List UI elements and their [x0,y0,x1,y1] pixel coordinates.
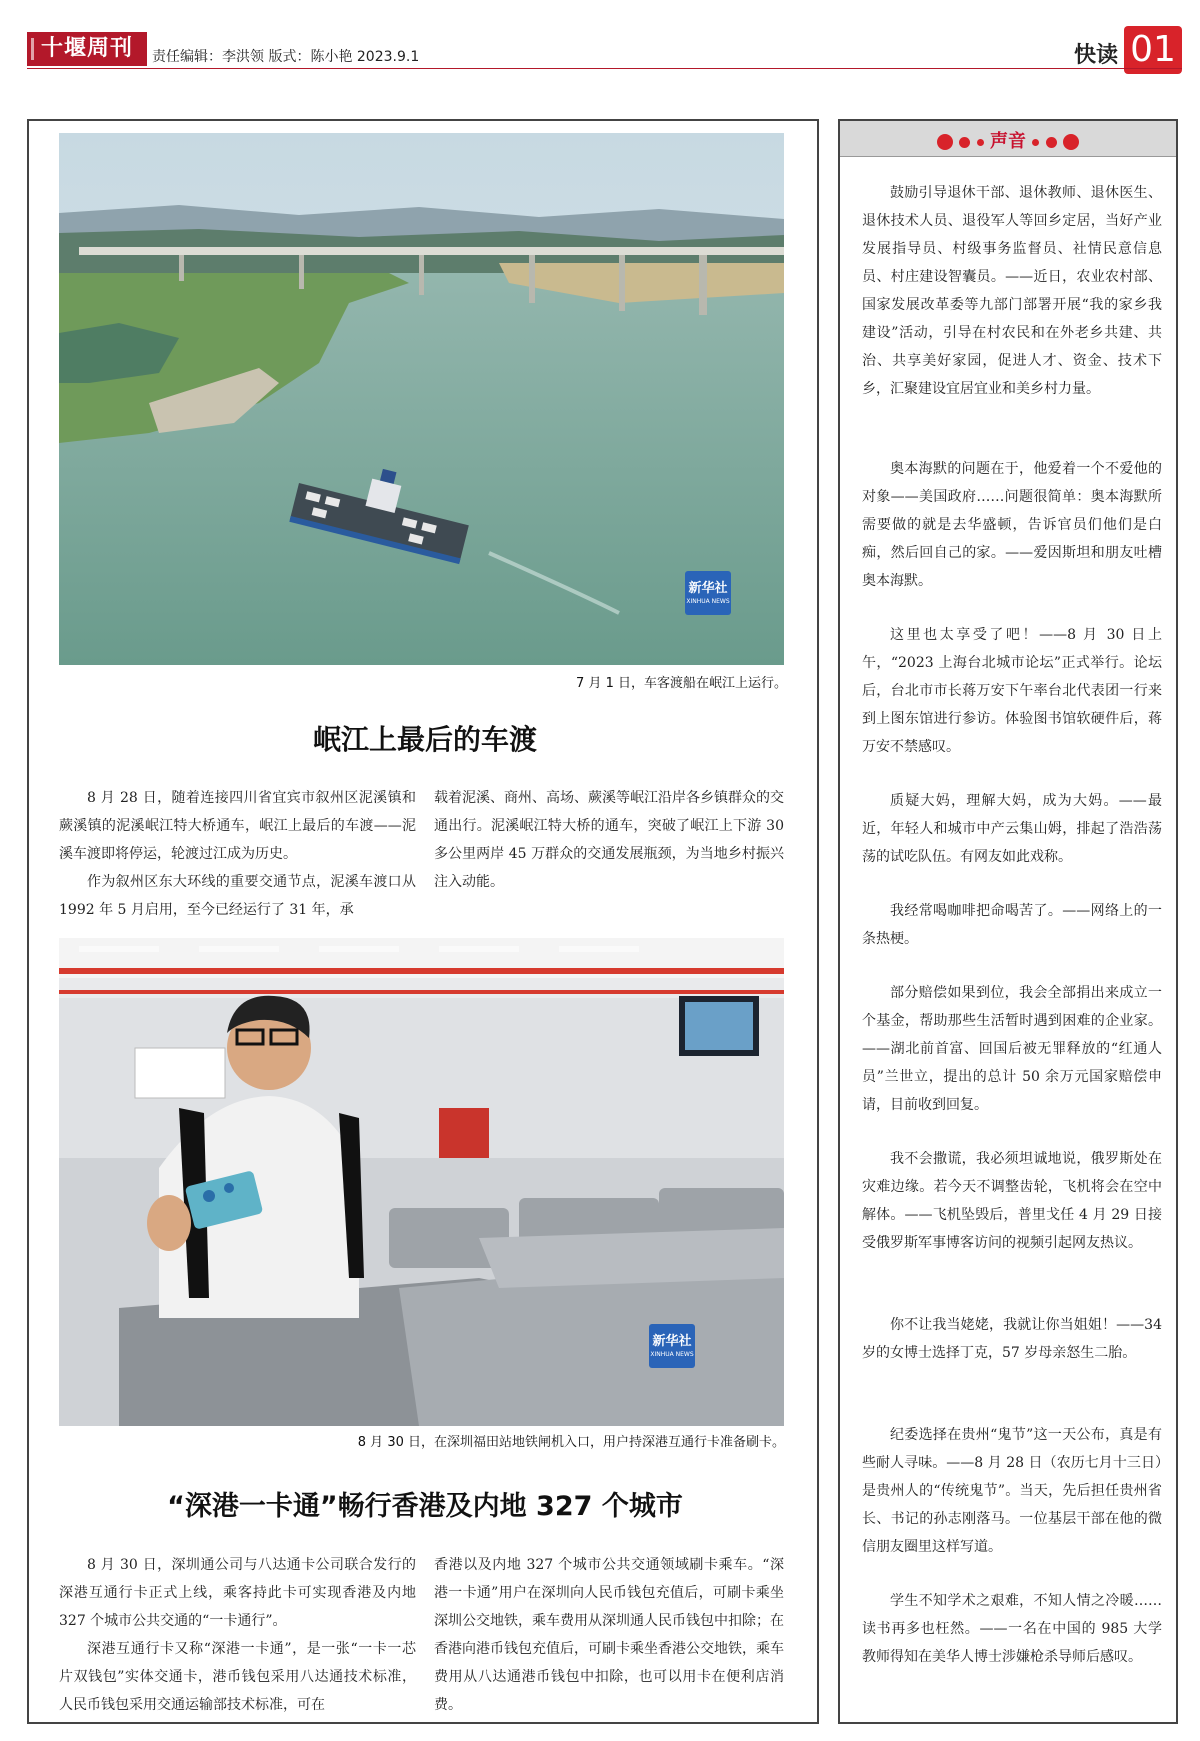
section-title: 快读 [1073,43,1118,68]
dot-icon [937,134,953,150]
watermark-sub: XINHUA NEWS [686,598,730,605]
quote-item [862,179,1162,403]
header-rule [27,68,1182,69]
article1-headline: 岷江上最后的车渡 [312,723,537,756]
quote-text: 质疑大妈，理解大妈，成为大妈。——最近，年轻人和城市中产云集山姆，排起了浩浩荡荡的试吃队伍。有网友如此戏称。 [862,793,1162,865]
quote-text: 你不让我当姥姥，我就让你当姐姐！——34 岁的女博士选择丁克，57 岁母亲怒生二胎。 [862,1317,1162,1361]
article1-paragraph: 8 月 28 日，随着连接四川省宜宾市叙州区泥溪镇和蕨溪镇的泥溪岷江特大桥通车，岷江上最后的车渡——泥溪车渡即将停运，轮渡过江成为历史。 [59,790,416,862]
main-articles-frame [27,119,819,1724]
dot-icon [1063,134,1079,150]
ferry-photo-caption: 7 月 1 日，车客渡船在岷江上运行。 [576,676,787,691]
article2-column-2 [434,1551,784,1719]
article2-paragraph: 香港以及内地 327 个城市公共交通领域刷卡乘车。“深港一卡通”用户在深圳向人民币钱包充值后，可刷卡乘坐深圳公交地铁，乘车费用从深圳通人民币钱包中扣除；在香港向港币钱包充值后，可刷卡乘坐香港公交地铁，乘车费用从八达通港币钱包中扣除，也可以用卡在便利店消费。 [434,1557,784,1713]
sidebar-title [840,127,1176,153]
quote-text: 我不会撒谎，我必须坦诚地说，俄罗斯处在灾难边缘。若今天不调整齿轮，飞机将会在空中解体。——飞机坠毁后，普里戈任 4 月 29 日接受俄罗斯军事博客访问的视频引起网友热议。 [862,1151,1162,1251]
article2-paragraph: 深港互通行卡又称“深港一卡通”，是一张“一卡一芯片双钱包”实体交通卡，港币钱包采用八达通技术标准，人民币钱包采用交通运输部技术标准，可在 [59,1641,416,1713]
xinhua-watermark-icon [649,1324,695,1368]
watermark-sub: XINHUA NEWS [650,1351,694,1358]
quote-item [862,897,1162,953]
quote-text: 鼓励引导退休干部、退休教师、退休医生、退休技术人员、退役军人等回乡定居，当好产业发展指导员、村级事务监督员、社情民意信息员、村庄建设智囊员。——近日，农业农村部、国家发展改革委等九部门部署开展“我的家乡我建设”活动，引导在村农民和在外老乡共建、共治、共享美好家园，促进人才、资金、技术下乡，汇聚建设宜居宜业和美乡村力量。 [862,185,1162,397]
dot-icon [959,137,970,148]
article1-paragraph: 作为叙州区东大环线的重要交通节点，泥溪车渡口从 1992 年 5 月启用，至今已经运行了 31 年，承 [59,874,416,918]
quote-text: 部分赔偿如果到位，我会全部捐出来成立一个基金，帮助那些生活暂时遇到困难的企业家。——湖北前首富、回国后被无罪释放的“红通人员”兰世立，提出的总计 50 余万元国家赔偿申请，目前收到回复。 [862,985,1162,1113]
quote-item [862,455,1162,595]
dot-icon [977,139,984,146]
quote-text: 奥本海默的问题在于，他爱着一个不爱他的对象——美国政府……问题很简单：奥本海默所需要做的就是去华盛顿，告诉官员们他们是白痴，然后回自己的家。——爱因斯坦和朋友吐槽奥本海默。 [862,461,1162,589]
quote-item [862,1145,1162,1257]
quote-item [862,1587,1162,1671]
article1-column-2 [434,784,784,896]
article2-headline: “深港一卡通”畅行香港及内地 327 个城市 [167,1491,683,1522]
quote-text: 我经常喝咖啡把命喝苦了。——网络上的一条热梗。 [862,903,1162,947]
quote-text: 这里也太享受了吧！——8 月 30 日上午，“2023 上海台北城市论坛”正式举行。论坛后，台北市市长蒋万安下午率台北代表团一行来到上图东馆进行参访。体验图书馆软硬件后，蒋万安不禁感叹。 [862,627,1162,755]
article1-paragraph: 载着泥溪、商州、高场、蕨溪等岷江沿岸各乡镇群众的交通出行。泥溪岷江特大桥的通车，突破了岷江上下游 30 多公里两岸 45 万群众的交通发展瓶颈，为当地乡村振兴注入动能。 [434,790,784,890]
subway-photo-caption: 8 月 30 日，在深圳福田站地铁闸机入口，用户持深港互通行卡准备刷卡。 [357,1435,785,1450]
article2-paragraph: 8 月 30 日，深圳通公司与八达通卡公司联合发行的深港互通行卡正式上线，乘客持此卡可实现香港及内地 327 个城市公共交通的“一卡通行”。 [59,1557,416,1629]
watermark-label: 新华社 [688,581,728,596]
dot-icon [1032,139,1039,146]
dot-icon [1046,137,1057,148]
sidebar-title-text: 声音 [990,131,1026,152]
xinhua-watermark-icon [685,571,731,615]
quote-item [862,787,1162,871]
quote-text: 纪委选择在贵州“鬼节”这一天公布，真是有些耐人寻味。——8 月 28 日（农历七月十三日）是贵州人的“传统鬼节”。当天，先后担任贵州省长、书记的孙志刚落马。一位基层干部在他的微信朋友圈里这样写道。 [862,1427,1162,1555]
masthead-logo: 十堰周刊 [27,32,147,66]
editor-credit: 责任编辑：李洪领 版式：陈小艳 2023.9.1 [152,49,420,65]
article1-column-1 [59,784,416,924]
quote-text: 学生不知学术之艰难，不知人情之冷暖……读书再多也枉然。——一名在中国的 985 大学教师得知在美华人博士涉嫌枪杀导师后感叹。 [862,1593,1162,1665]
quote-item [862,979,1162,1119]
quote-item [862,1311,1162,1367]
watermark-label: 新华社 [652,1334,692,1349]
quote-item [862,621,1162,761]
page-number-badge: 01 [1124,26,1182,74]
ferry-photo [59,133,784,665]
quote-item [862,1421,1162,1561]
article2-column-1 [59,1551,416,1719]
voices-sidebar [838,119,1178,1724]
